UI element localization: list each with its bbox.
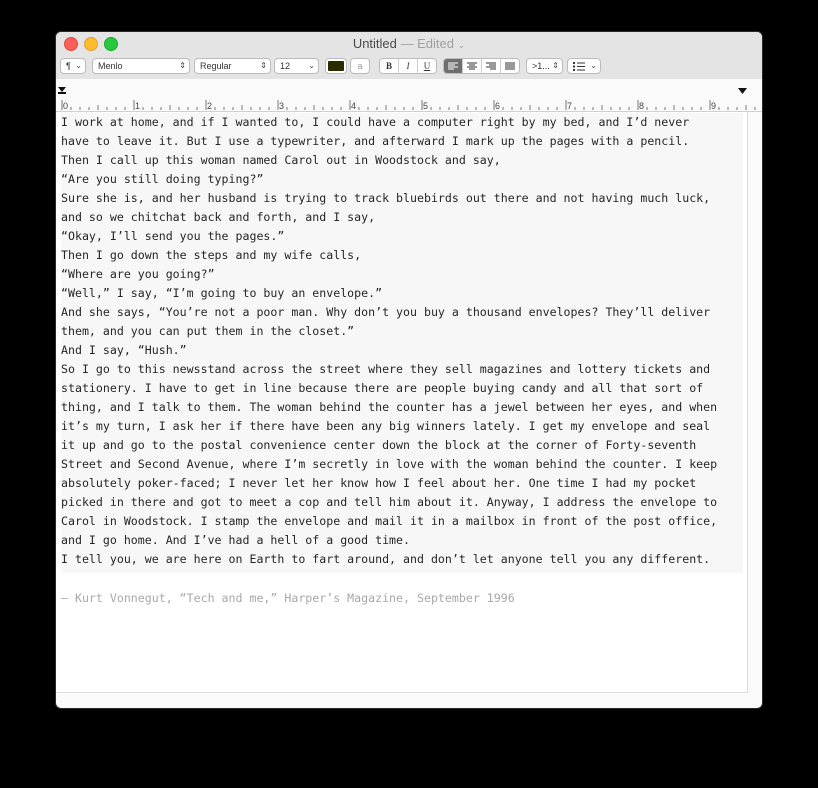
edited-status: Edited [417,36,454,51]
text-line[interactable]: and so we chitchat back and forth, and I say, [61,210,376,224]
background-color-label: a [357,61,363,71]
attribution-line[interactable]: — Kurt Vonnegut, “Tech and me,” Harper’s Magazine, September 1996 [61,591,515,605]
chevron-down-icon: ⌄ [590,61,597,70]
right-indent-marker[interactable] [738,88,747,94]
align-right-icon[interactable] [482,59,501,73]
updown-arrows-icon: ⇕ [260,61,267,70]
font-style-popup[interactable] [194,58,271,74]
ruler-label: 1 [135,101,141,111]
style-segment [379,58,437,74]
document-name: Untitled [352,36,397,51]
ruler-label: 4 [351,101,357,111]
window-title[interactable] [56,36,762,51]
text-line[interactable]: “Are you still doing typing?” [61,172,264,186]
alignment-segment [443,58,520,74]
line-spacing-popup[interactable] [526,58,563,74]
font-family-popup[interactable] [92,58,190,74]
ruler-scale [56,79,762,111]
title-separator: — [396,36,418,51]
title-bar [56,32,762,55]
text-line[interactable]: it’s my turn, I ask her if there have been any big winners lately. I get my envelope and seal [61,419,711,433]
chevron-down-icon: ⌄ [75,61,82,70]
first-line-indent-marker[interactable] [58,87,66,92]
ruler-label: 9 [711,101,717,111]
format-bar [56,55,762,79]
line-spacing-value: >1... [532,61,550,71]
text-line[interactable]: Sure she is, and her husband is trying to track bluebirds out there and not having much luck, [61,191,711,205]
text-color-well[interactable] [325,58,347,74]
align-left-icon[interactable] [444,59,463,73]
ruler-label: 2 [207,101,213,111]
text-line[interactable]: So I go to this newsstand across the street where they sell magazines and lottery tickets and [61,362,711,376]
text-line[interactable]: it up and go to the postal convenience center down the block at the corner of Forty-seventh [61,438,697,452]
document-text[interactable] [61,113,743,573]
ruler-label: 0 [63,101,69,111]
ruler-label: 8 [639,101,645,111]
font-size-value: 12 [280,61,291,71]
paragraph-style-popup[interactable] [60,58,86,74]
align-center-icon[interactable] [463,59,482,73]
list-icon [573,61,585,71]
text-line[interactable]: have to leave it. But I use a typewriter, and afterward I mark up the pages with a pencil. [61,134,690,148]
background-color-well[interactable] [350,58,370,74]
text-line[interactable]: “Where are you going?” [61,267,215,281]
align-justify-icon[interactable] [501,59,519,73]
text-line[interactable]: Then I go down the steps and my wife calls, [61,248,362,262]
left-indent-marker[interactable] [58,92,66,94]
ruler[interactable] [56,79,762,112]
text-line[interactable]: Carol in Woodstock. I stamp the envelope and mail it in a mailbox in front of the post office, [61,514,718,528]
text-line[interactable]: picked in there and got to meet a cop and tell him about it. Anyway, I address the envelope to [61,495,718,509]
text-line[interactable]: I tell you, we are here on Earth to fart around, and don’t let anyone tell you any different. [61,552,711,566]
updown-arrows-icon: ⇕ [552,61,559,70]
font-style-value: Regular [200,61,232,71]
text-line[interactable]: “Well,” I say, “I’m going to buy an envelope.” [61,286,383,300]
ruler-label: 6 [495,101,501,111]
text-line[interactable]: And she says, “You’re not a poor man. Why don’t you buy a thousand envelopes? They’ll deliver [61,305,711,319]
text-line[interactable]: thing, and I talk to them. The woman behind the counter has a jewel between her eyes, and when [61,400,718,414]
updown-arrows-icon: ⇕ [179,61,186,70]
text-line[interactable]: “Okay, I’ll send you the pages.” [61,229,285,243]
bold-button[interactable]: B [380,59,399,73]
chevron-down-icon: ⌄ [308,61,315,70]
text-color-swatch [328,61,344,71]
text-line[interactable]: absolutely poker-faced; I never let her know how I feel about her. One time I had my pocket [61,476,697,490]
list-style-popup[interactable] [567,58,601,74]
text-line[interactable]: And I say, “Hush.” [61,343,187,357]
ruler-label: 5 [423,101,429,111]
italic-button[interactable]: I [399,59,418,73]
paragraph-icon: ¶ [66,61,71,71]
underline-button[interactable]: U [423,61,431,71]
text-line[interactable]: Street and Second Avenue, where I’m secretly in love with the woman behind the counter. I keep [61,457,718,471]
ruler-label: 3 [279,101,285,111]
text-line[interactable]: and I go home. And I’ve had a hell of a good time. [61,533,411,547]
document-area[interactable] [56,112,748,693]
font-family-value: Menlo [98,61,123,71]
text-line[interactable]: stationery. I have to get in line because there are people buying candy and all that sort of [61,381,704,395]
ruler-label: 7 [567,101,573,111]
text-line[interactable]: I work at home, and if I wanted to, I could have a computer right by my bed, and I’d never [61,115,690,129]
font-size-combo[interactable] [274,58,319,74]
text-line[interactable]: them, and you can put them in the closet.” [61,324,355,338]
textedit-window [56,32,762,708]
chevron-down-icon[interactable]: ⌄ [457,40,466,50]
text-line[interactable]: Then I call up this woman named Carol out in Woodstock and say, [61,153,501,167]
